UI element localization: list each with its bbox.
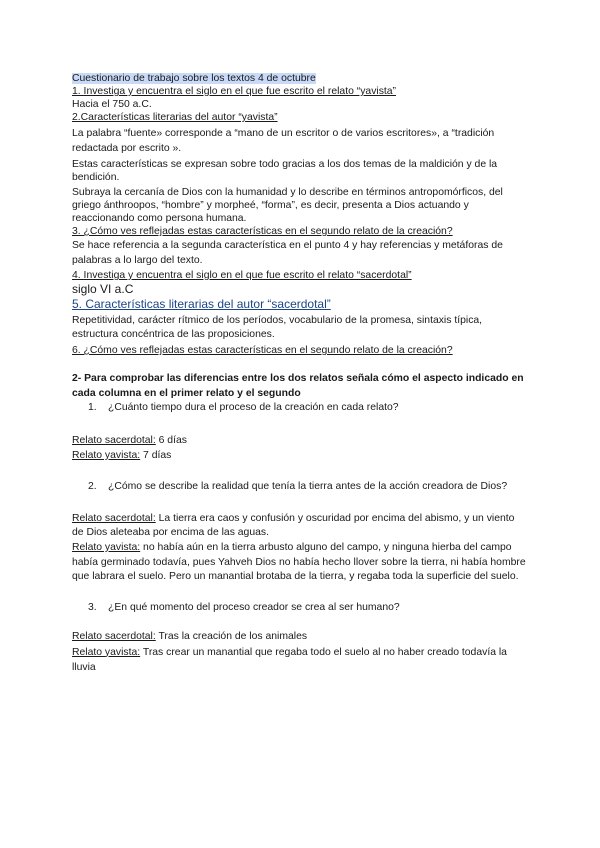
answer-sacerdotal: Relato sacerdotal: 6 días	[72, 435, 187, 446]
section-2-heading: 2- Para comprobar las diferencias entre los dos relatos señala cómo el aspecto indicado en cada columna en el primer relato y el segundo	[72, 373, 524, 399]
answer-5: Repetitividad, carácter rítmico de los períodos, vocabulario de la promesa, sintaxis típica, estructura concéntrica de las proposiciones.	[72, 315, 483, 340]
list-item	[88, 401, 528, 414]
answer-yavista: Relato yavista: no había aún en la tierra arbusto alguno del campo, y ninguna hierba del campo había germinado todavía, pues Yahveh Dios no había hecho llover sobre la tierra, ni había hombre que labrara el suelo. Pero un manantial brotaba de la tierra, y regaba toda la superficie del suelo.	[72, 542, 526, 582]
list-item-number: 1.	[88, 402, 97, 413]
list-item	[88, 480, 528, 494]
answer-4: siglo VI a.C	[72, 282, 134, 296]
question-2: 2.Características literarias del autor “yavista”	[72, 112, 278, 123]
list-item-question: ¿Cuánto tiempo dura el proceso de la creación en cada relato?	[108, 402, 399, 413]
answer-2-paragraph-1: La palabra “fuente» corresponde a “mano de un escritor o de varios escritores», a “tradición redactada por escrito ».	[72, 128, 495, 154]
answer-2-paragraph-2: Estas características se expresan sobre todo gracias a los dos temas de la maldición y de la bendición.	[72, 159, 498, 183]
list-item-number: 2.	[88, 481, 97, 492]
answer-sacerdotal: Relato sacerdotal: Tras la creación de los animales	[72, 630, 308, 642]
question-4: 4. Investiga y encuentra el siglo en el que fue escrito el relato “sacerdotal”	[72, 270, 412, 281]
answer-yavista: Relato yavista: Tras crear un manantial que regaba todo el suelo al no haber creado todavía la lluvia	[72, 646, 507, 673]
question-5: 5. Características literarias del autor “sacerdotal”	[72, 297, 331, 311]
answer-yavista: Relato yavista: 7 días	[72, 450, 172, 461]
question-6: 6. ¿Cómo ves reflejadas estas características en el segundo relato de la creación?	[72, 345, 453, 356]
document-page	[72, 72, 528, 675]
answer-sacerdotal: Relato sacerdotal: La tierra era caos y confusión y oscuridad por encima del abismo, y un viento de Dios aleteaba por encima de las aguas.	[72, 513, 515, 538]
question-3: 3. ¿Cómo ves reflejadas estas características en el segundo relato de la creación?	[72, 226, 453, 237]
question-1: 1. Investiga y encuentra el siglo en el que fue escrito el relato “yavista”	[72, 86, 397, 97]
list-item-question: ¿En qué momento del proceso creador se crea al ser humano?	[108, 601, 400, 613]
answer-1: Hacia el 750 a.C.	[72, 99, 152, 110]
answer-3: Se hace referencia a la segunda característica en el punto 4 y hay referencias y metáforas de palabras a lo largo del texto.	[72, 240, 503, 266]
list-item	[88, 601, 528, 614]
document-title: Cuestionario de trabajo sobre los textos 4 de octubre	[72, 73, 316, 84]
list-item-question: ¿Cómo se describe la realidad que tenía la tierra antes de la acción creadora de Dios?	[108, 481, 508, 492]
answer-2-paragraph-3: Subraya la cercanía de Dios con la humanidad y lo describe en términos antropomórficos, del griego ánthroopos, “hombre” y morpheé, “forma”, es decir, presenta a Dios actuando y reaccionando como persona humana.	[72, 187, 503, 224]
list-item-number: 3.	[88, 601, 97, 613]
